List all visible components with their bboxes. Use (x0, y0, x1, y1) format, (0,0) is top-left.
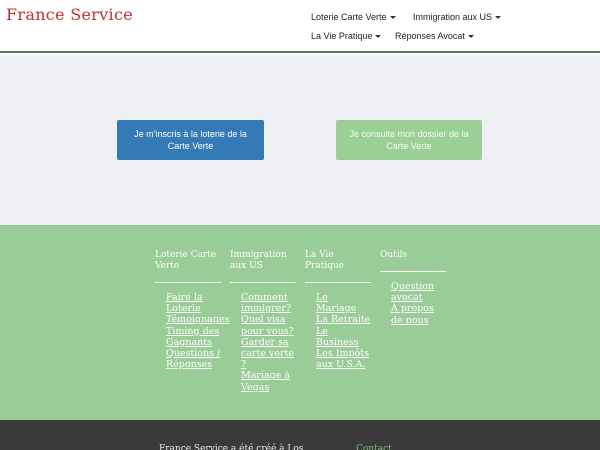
register-lottery-button[interactable]: Je m'inscris à la loterie de la Carte Verte (117, 120, 264, 160)
nav-label: Immigration aux US (413, 12, 493, 22)
footer-link[interactable]: À propos de nous (391, 303, 434, 326)
caret-down-icon (495, 16, 501, 19)
check-file-button[interactable]: Je consulte mon dossier de la Carte Verte (336, 120, 482, 160)
footer-link[interactable]: La Retraite (316, 314, 371, 326)
nav-la-vie-pratique[interactable] (311, 31, 381, 41)
footer-link[interactable]: Garder sa carte verte ? (241, 336, 294, 371)
footer-column-title: Outils (380, 250, 408, 260)
footer-column-title: Immigration aux US (230, 250, 287, 271)
footer-link[interactable]: Le Mariage (316, 292, 357, 315)
nav-loterie-carte-verte[interactable] (311, 12, 396, 22)
footer-column-title: Loterie Carte Verte (155, 250, 217, 271)
site-header (0, 0, 600, 53)
footer-column-outils (380, 250, 446, 326)
caret-down-icon (375, 35, 381, 38)
footer-column-immigration (230, 250, 296, 393)
footer-link[interactable]: Quel visa pour vous? (241, 314, 294, 337)
divider (230, 282, 296, 283)
footer-link[interactable]: Témoignages (166, 314, 230, 326)
caret-down-icon (468, 35, 474, 38)
nav-immigration-aux-us[interactable] (413, 12, 501, 22)
footer-link[interactable]: Faire la Loterie (166, 292, 203, 315)
divider (155, 282, 221, 283)
nav-label: Loterie Carte Verte (311, 12, 387, 22)
divider (305, 282, 371, 283)
hero-section (0, 55, 600, 225)
footer-link[interactable]: Comment immigrer? (241, 292, 291, 315)
footer-about-text: France Service a été créé à Los (159, 444, 304, 450)
footer-link[interactable]: Question avocat (391, 281, 435, 304)
footer-column-loterie (155, 250, 230, 371)
divider (380, 271, 446, 272)
nav-label: Réponses Avocat (395, 31, 465, 41)
footer-link[interactable]: Timing des Gagnants (166, 325, 220, 348)
footer-column-title: La Vie Pratique (305, 250, 345, 271)
caret-down-icon (390, 16, 396, 19)
footer-link[interactable]: Les Impôts aux U.S.A. (316, 348, 370, 371)
site-logo[interactable]: France Service (6, 5, 133, 24)
footer-links-section (0, 225, 600, 420)
footer-link[interactable]: Le Business (316, 325, 359, 348)
footer-column-vie-pratique (305, 250, 371, 370)
footer-contact-link[interactable]: Contact (356, 444, 392, 450)
nav-label: La Vie Pratique (311, 31, 373, 41)
footer-bottom-bar (0, 420, 600, 450)
nav-reponses-avocat[interactable] (395, 31, 474, 41)
footer-link[interactable]: Mariage à Vegas (241, 370, 291, 393)
footer-link[interactable]: Questions / Réponses (166, 348, 221, 371)
